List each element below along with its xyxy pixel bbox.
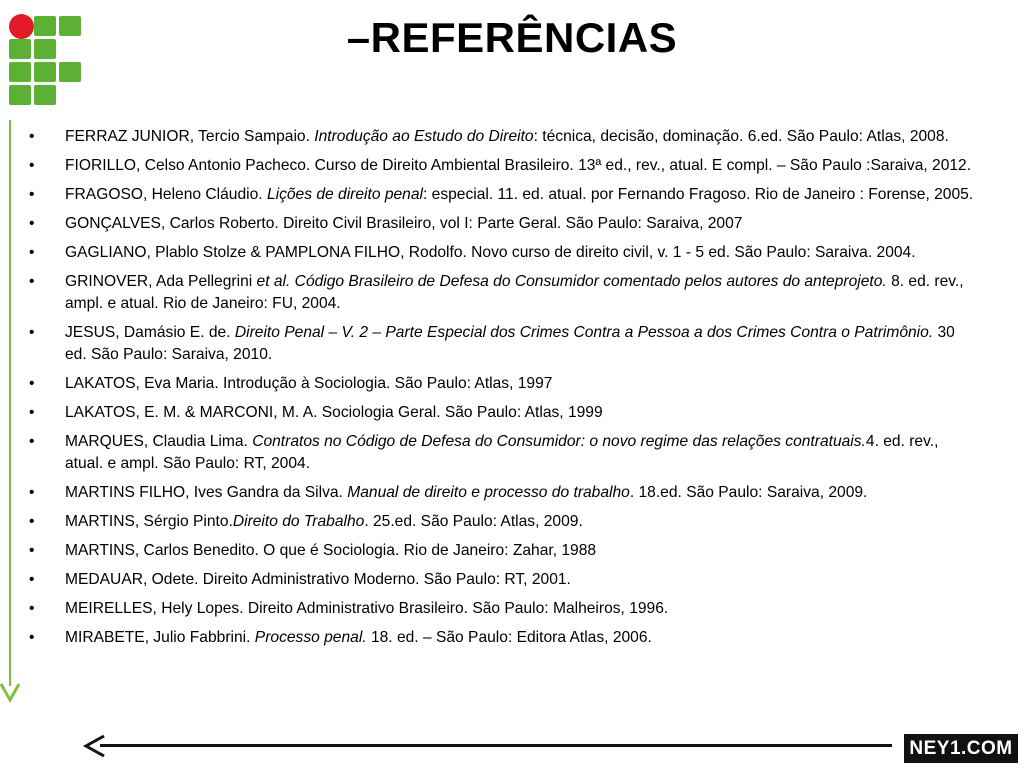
left-arrow-icon	[82, 734, 106, 758]
reference-text: : especial. 11. ed. atual. por Fernando Fragoso. Rio de Janeiro : Forense, 2005.	[422, 186, 974, 203]
logo-square	[9, 62, 31, 82]
reference-text: MARQUES, Claudia Lima.	[65, 433, 253, 450]
reference-text: 18. ed. – São Paulo: Editora Atlas, 2006.	[366, 629, 652, 646]
reference-item	[25, 540, 975, 562]
reference-text: 30 ed. São Paulo: Saraiva, 2010.	[65, 324, 955, 363]
reference-item	[25, 213, 975, 235]
reference-item	[25, 242, 975, 264]
reference-item	[25, 322, 975, 366]
logo-square	[59, 62, 81, 82]
reference-italic-text: Processo penal.	[254, 629, 367, 646]
reference-text: FRAGOSO, Heleno Cláudio.	[65, 186, 267, 203]
reference-item	[25, 373, 975, 395]
reference-item	[25, 598, 975, 620]
reference-italic-text: Contratos no Código de Defesa do Consumidor: o novo regime das relações contratuais.	[252, 433, 866, 450]
reference-text: LAKATOS, E. M. & MARCONI, M. A. Sociologia Geral. São Paulo: Atlas, 1999	[65, 404, 603, 421]
logo-square	[9, 85, 31, 105]
reference-text: MARTINS, Carlos Benedito. O que é Sociologia. Rio de Janeiro: Zahar, 1988	[65, 542, 597, 559]
vertical-arrow-line	[9, 120, 11, 686]
reference-text: 4. ed. rev., atual. e ampl. São Paulo: RT, 2004.	[65, 433, 939, 472]
reference-item	[25, 155, 975, 177]
reference-italic-text: Manual de direito e processo do trabalho	[347, 484, 630, 501]
reference-item	[25, 431, 975, 475]
reference-text: : técnica, decisão, dominação. 6.ed. São Paulo: Atlas, 2008.	[533, 128, 949, 145]
logo-square	[34, 62, 56, 82]
reference-text: . 25.ed. São Paulo: Atlas, 2009.	[364, 513, 583, 530]
slide-title: –REFERÊNCIAS	[346, 14, 678, 61]
reference-text: MARTINS FILHO, Ives Gandra da Silva.	[65, 484, 348, 501]
reference-item	[25, 126, 975, 148]
horizontal-arrow-line	[100, 744, 892, 747]
reference-item	[25, 271, 975, 315]
reference-italic-text: Direito Penal – V. 2 – Parte Especial dos Crimes Contra a Pessoa a dos Crimes Contra o Patrimônio.	[234, 324, 934, 341]
reference-italic-text: Lições de direito penal	[266, 186, 423, 203]
reference-item	[25, 569, 975, 591]
reference-italic-text: Direito do Trabalho	[232, 513, 365, 530]
reference-item	[25, 511, 975, 533]
reference-text: FERRAZ JUNIOR, Tercio Sampaio.	[65, 128, 315, 145]
reference-text: MIRABETE, Julio Fabbrini.	[65, 629, 255, 646]
reference-text: FIORILLO, Celso Antonio Pacheco. Curso de Direito Ambiental Brasileiro. 13ª ed., rev., atual. E compl. – São Paulo :Saraiva, 2012.	[65, 157, 972, 174]
reference-text: JESUS, Damásio E. de.	[65, 324, 235, 341]
site-badge: NEY1.COM	[904, 734, 1018, 763]
reference-text: . 18.ed. São Paulo: Saraiva, 2009.	[629, 484, 868, 501]
reference-text: MEIRELLES, Hely Lopes. Direito Administrativo Brasileiro. São Paulo: Malheiros, 1996.	[65, 600, 669, 617]
reference-item	[25, 627, 975, 649]
reference-text: MARTINS, Sérgio Pinto.	[65, 513, 233, 530]
down-arrow-icon	[0, 680, 21, 704]
reference-text: LAKATOS, Eva Maria. Introdução à Sociologia. São Paulo: Atlas, 1997	[65, 375, 553, 392]
reference-item	[25, 402, 975, 424]
reference-text: 8. ed. rev., ampl. e atual. Rio de Janeiro: FU, 2004.	[65, 273, 964, 312]
reference-list	[25, 126, 975, 656]
reference-text: MEDAUAR, Odete. Direito Administrativo Moderno. São Paulo: RT, 2001.	[65, 571, 571, 588]
reference-text: GAGLIANO, Plablo Stolze & PAMPLONA FILHO, Rodolfo. Novo curso de direito civil, v. 1 - 5 ed. São Paulo: Saraiva. 2004.	[65, 244, 916, 261]
logo-square	[34, 85, 56, 105]
reference-item	[25, 482, 975, 504]
reference-text: GONÇALVES, Carlos Roberto. Direito Civil Brasileiro, vol I: Parte Geral. São Paulo: Saraiva, 2007	[65, 215, 743, 232]
reference-item	[25, 184, 975, 206]
reference-italic-text: et al. Código Brasileiro de Defesa do Consumidor comentado pelos autores do anteprojeto.	[256, 273, 887, 290]
reference-italic-text: Introdução ao Estudo do Direito	[314, 128, 534, 145]
reference-text: GRINOVER, Ada Pellegrini	[65, 273, 257, 290]
